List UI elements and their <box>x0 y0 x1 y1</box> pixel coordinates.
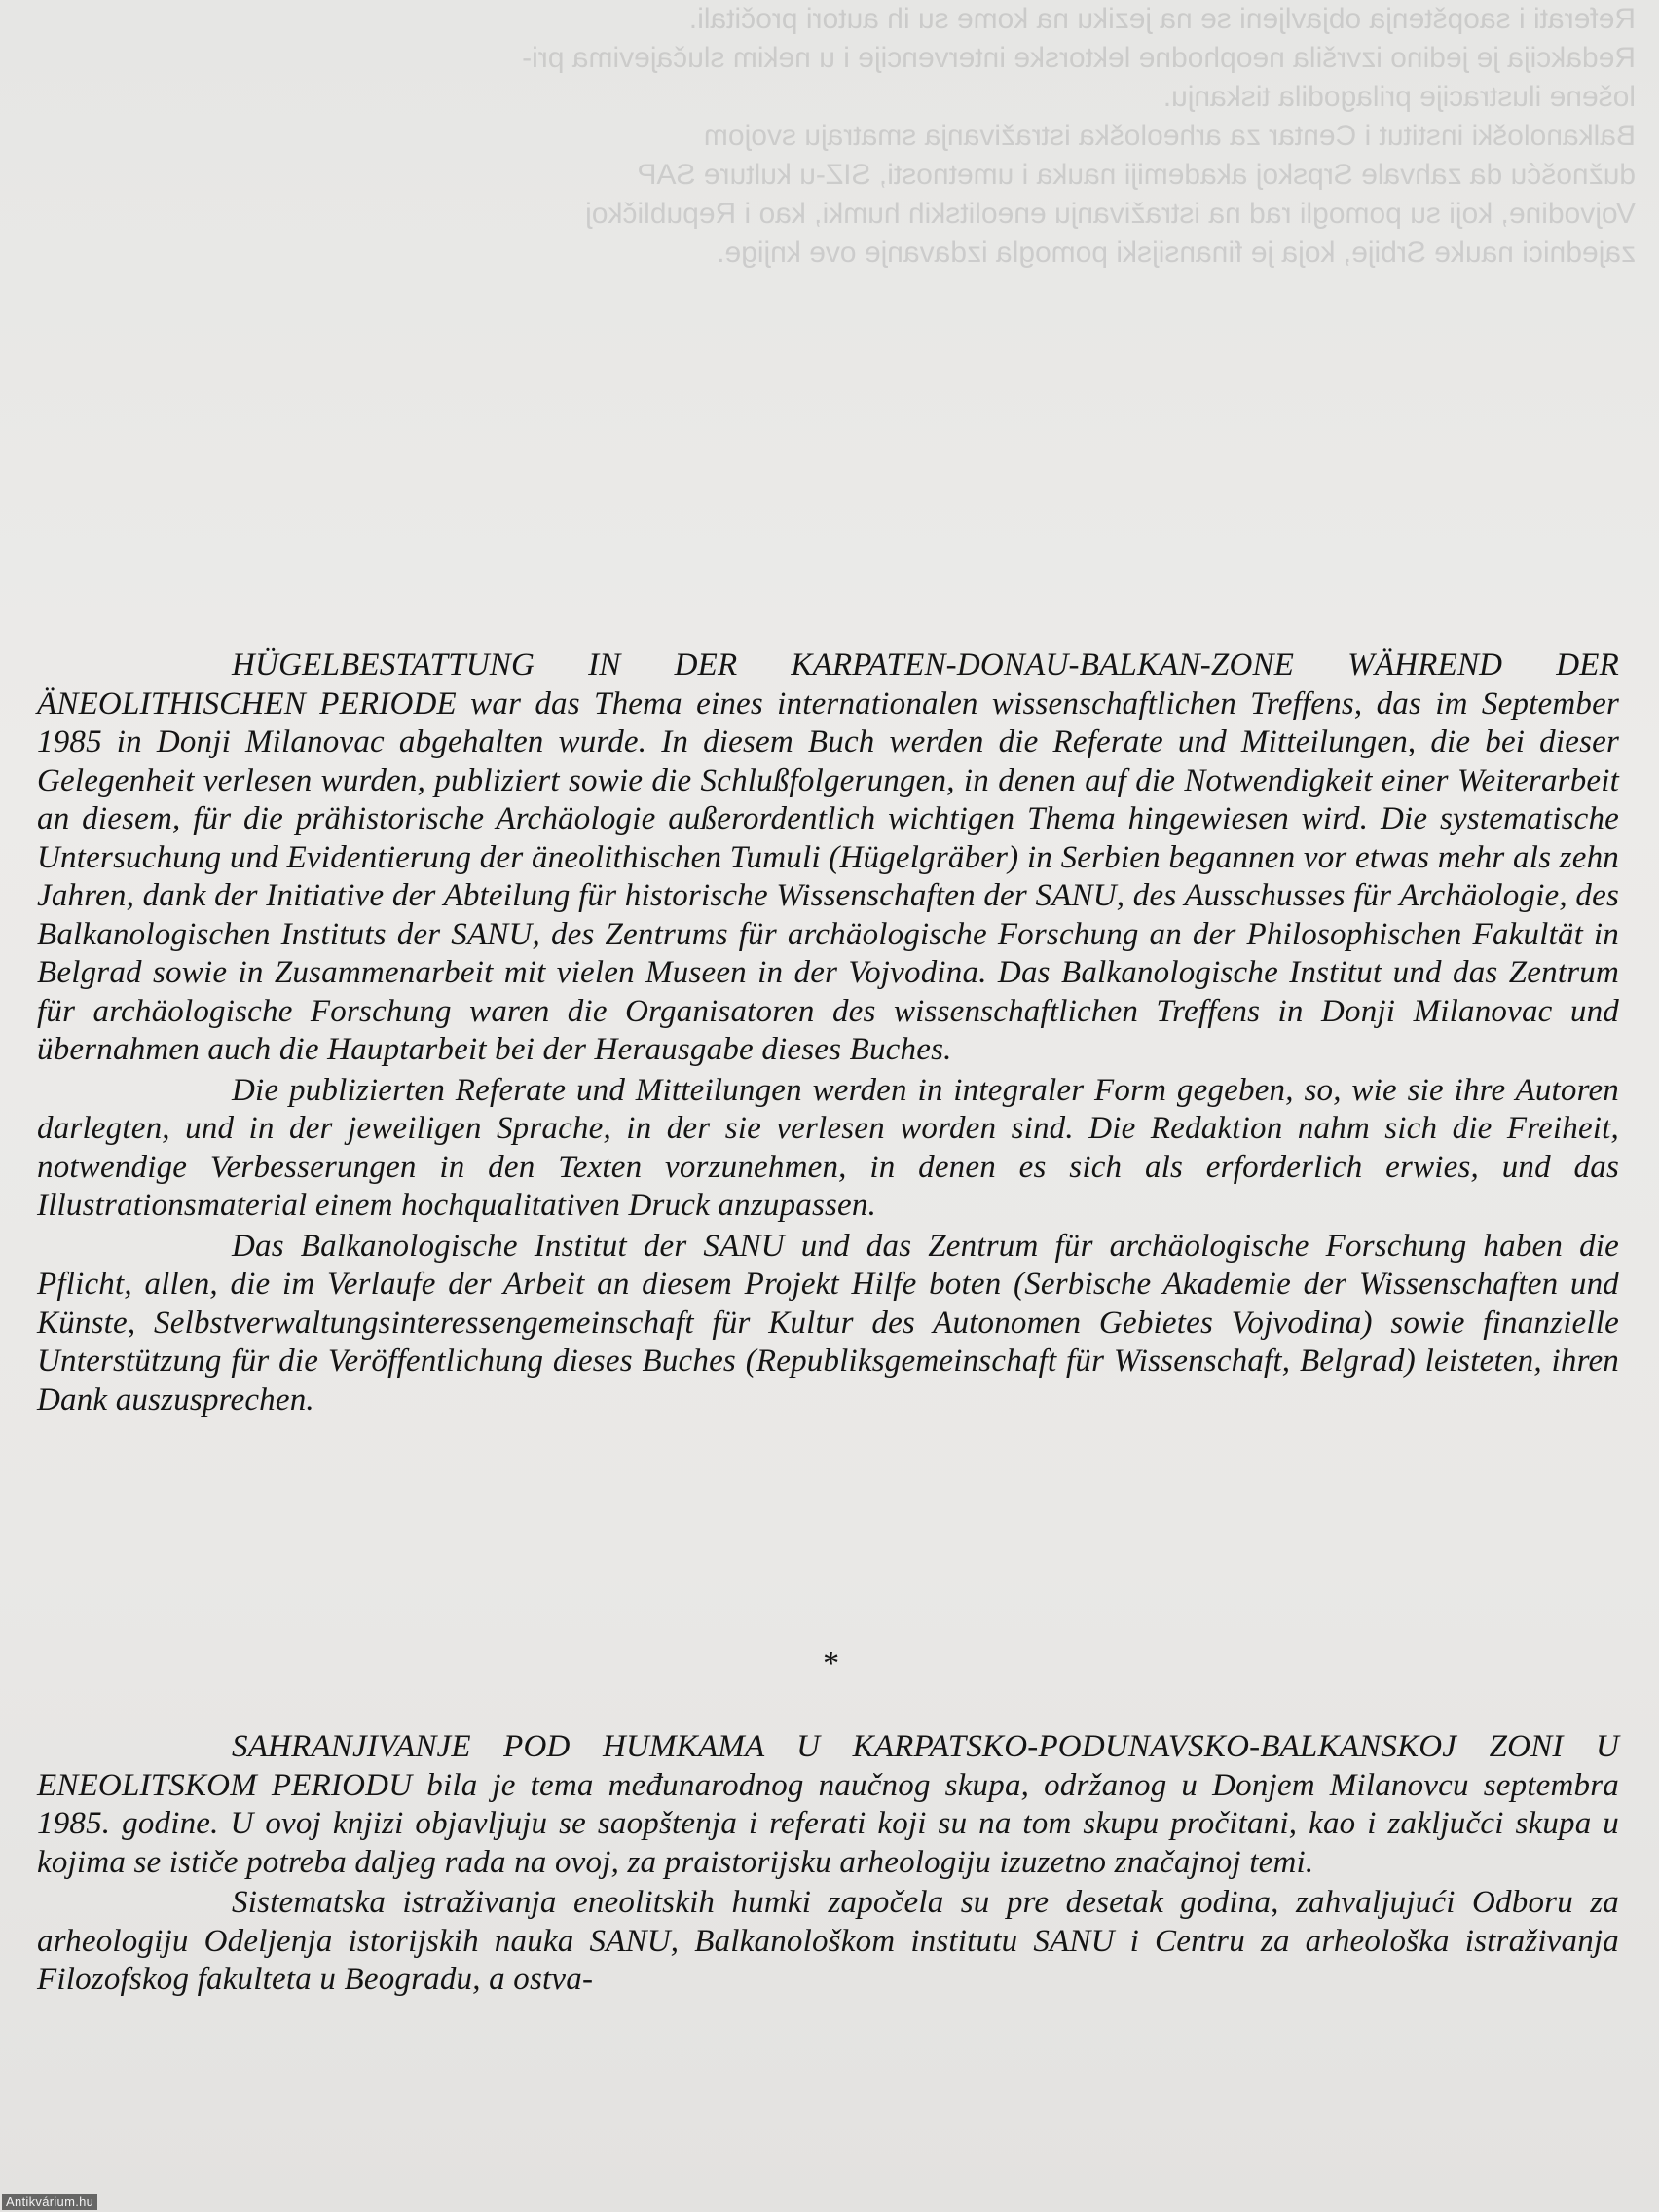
section-separator-asterisk: * <box>821 1645 838 1681</box>
serbian-paragraph-1 <box>37 1728 1619 1882</box>
german-paragraph-2: Die publizierten Referate und Mitteilungen werden in integraler Form gegeben, so, wie sie ihre Autoren darlegten, und in der jeweiligen Sprache, in der sie verlesen worden sind. Die Redaktion nahm sich die Freiheit, notwendige Verbesserungen in den Texten vorzunehmen, in denen es sich als erforderlich erwies, und das Illustrationsmaterial einem hochqualitativen Druck anzupassen. <box>37 1072 1619 1223</box>
bleed-through-text-top <box>292 0 1636 273</box>
serbian-paragraph-1-body: bila je tema međunarodnog naučnog skupa, održanog u Donjem Milanovcu septembra 1985. godine. U ovoj knjizi objavljuju se saopštenja i referati koji su na tom skupu pročitani, kao i zaključci skupa u kojima se ističe potreba daljeg rada na ovoj, za praistorijsku arheologiju izuzetno značajnoj temi. <box>37 1767 1620 1880</box>
bleed-through-line: Vojvodine, koji su pomogli rad na istraživanju eneolitskih humki, kao i Republičkoj <box>585 198 1636 230</box>
bleed-through-line: dužnošću da zahvale Srpskoj akademiji nauka i umetnosti, SIZ-u kulture SAP <box>637 159 1636 191</box>
bleed-through-line: Balkanološki institut i Centar za arheološka istraživanja smatraju svojom <box>703 120 1636 152</box>
german-section <box>37 646 1619 1419</box>
serbian-section <box>37 1728 1619 2000</box>
german-paragraph-1-body: war das Thema eines internationalen wissenschaftlichen Treffens, das im September 1985 in Donji Milanovac abgehalten wurde. In diesem Buch werden die Referate und Mitteilungen, die bei dieser Gelegenheit verlesen wurden, publiziert sowie die Schlußfolgerungen, in denen auf die Notwendigkeit einer Weiterarbeit an diesem, für die prähistorische Archäologie außerordentlich wichtigen Thema hingewiesen wird. Die systematische Untersuchung und Evidentierung der äneolithischen Tumuli (Hügelgräber) in Serbien begannen vor etwas mehr als zehn Jahren, dank der Initiative der Abteilung für historische Wissenschaften der SANU, des Ausschusses für Archäologie, des Balkanologischen Instituts der SANU, des Zentrums für archäologische Forschung an der Philosophischen Fakultät in Belgrad sowie in Zusammenarbeit mit vielen Museen in der Vojvodina. Das Balkanologische Institut und das Zentrum für archäologische Forschung waren die Organisatoren des wissenschaftlichen Treffens in Donji Milanovac und übernahmen auch die Hauptarbeit bei der Herausgabe dieses Buches. <box>37 685 1619 1067</box>
serbian-title-caps: SAHRANJIVANJE POD HUMKAMA U KARPATSKO-PODUNAVSKO-BALKANSKOJ ZONI U ENEOLITSKOM PERIODU <box>37 1729 1619 1803</box>
german-paragraph-3: Das Balkanologische Institut der SANU und das Zentrum für archäologische Forschung haben die Pflicht, allen, die im Verlaufe der Arbeit an diesem Projekt Hilfe boten (Serbische Akademie der Wissenschaften und Künste, Selbstverwaltungsinteressengemeinschaft für Kultur des Autonomen Gebietes Vojvodina) sowie finanzielle Unterstützung für die Veröffentlichung dieses Buches (Republiksgemeinschaft für Wissenschaft, Belgrad) leisteten, ihren Dank auszusprechen. <box>37 1228 1619 1418</box>
serbian-paragraph-2: Sistematska istraživanja eneolitskih humki započela su pre desetak godina, zahvaljujući Odboru za arheologiju Odeljenja istorijskih nauka SANU, Balkanološkom institutu SANU i Centru za arheološka istraživanja Filozofskog fakulteta u Beogradu, a ostva- <box>37 1885 1619 1997</box>
bleed-through-line: zajednici nauke Srbije, koja je finansijski pomogla izdavanje ove knjige. <box>717 237 1636 269</box>
watermark-label: Antikvárium.hu <box>2 2194 97 2210</box>
german-title-caps: HÜGELBESTATTUNG IN DER KARPATEN-DONAU-BALKAN-ZONE WÄHREND DER ÄNEOLITHISCHEN PERIODE <box>37 647 1619 721</box>
bleed-through-line: Redakcija je jedino izvršila neophodne lektorske intervencije i u nekim slučajevima pri- <box>522 42 1636 74</box>
bleed-through-line: Referati i saopštenja objavljeni se na jeziku na kome su ih autori pročitali. <box>688 3 1636 35</box>
bleed-through-line: lošene ilustracije prilagodila tiskanju. <box>1162 81 1636 113</box>
german-paragraph-1 <box>37 646 1619 1070</box>
